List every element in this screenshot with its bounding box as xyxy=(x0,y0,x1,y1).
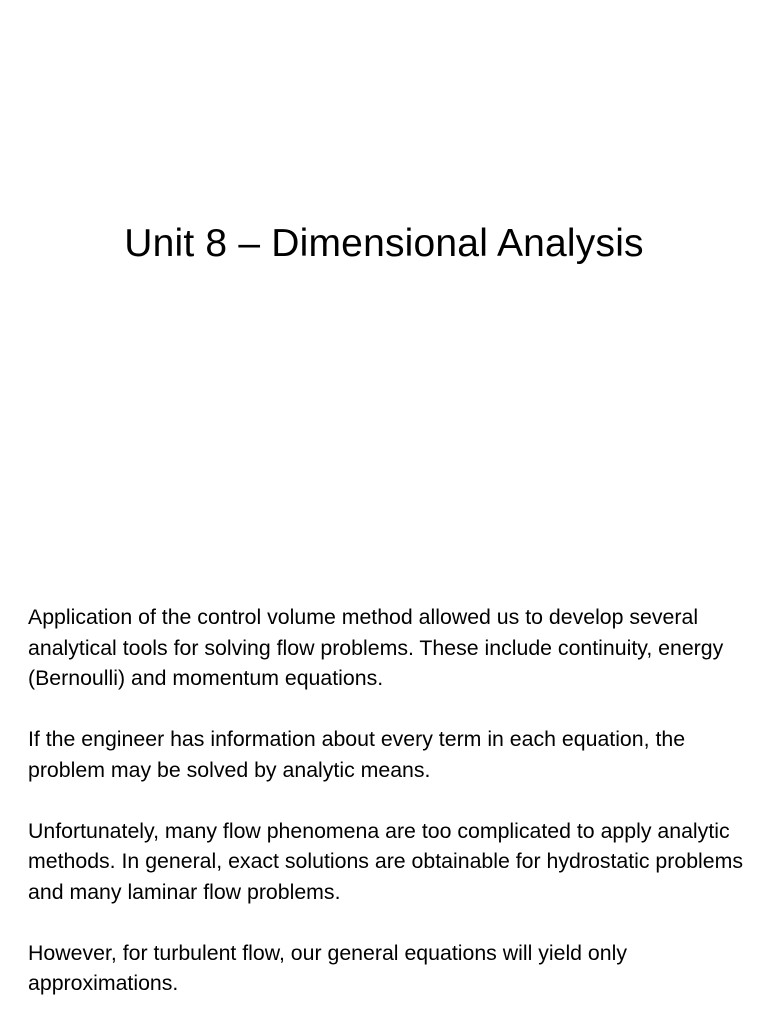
paragraph-control-volume: Application of the control volume method allowed us to develop several analytical tools for solving flow problems. These include continuity, energy (Bernoulli) and momentum equations. xyxy=(28,605,724,690)
paragraph-complicated-phenomena: Unfortunately, many flow phenomena are too complicated to apply analytic methods. In general, exact solutions are obtainable for hydrostatic problems and many laminar flow problems. xyxy=(28,818,744,904)
slide-title: Unit 8 – Dimensional Analysis xyxy=(124,222,644,265)
paragraph-turbulent-flow: However, for turbulent flow, our general equations will yield only approximations. xyxy=(28,940,628,995)
paragraph-analytic-means: If the engineer has information about every term in each equation, the problem may be solved by analytic means. xyxy=(28,727,686,782)
slide-body xyxy=(28,602,748,999)
